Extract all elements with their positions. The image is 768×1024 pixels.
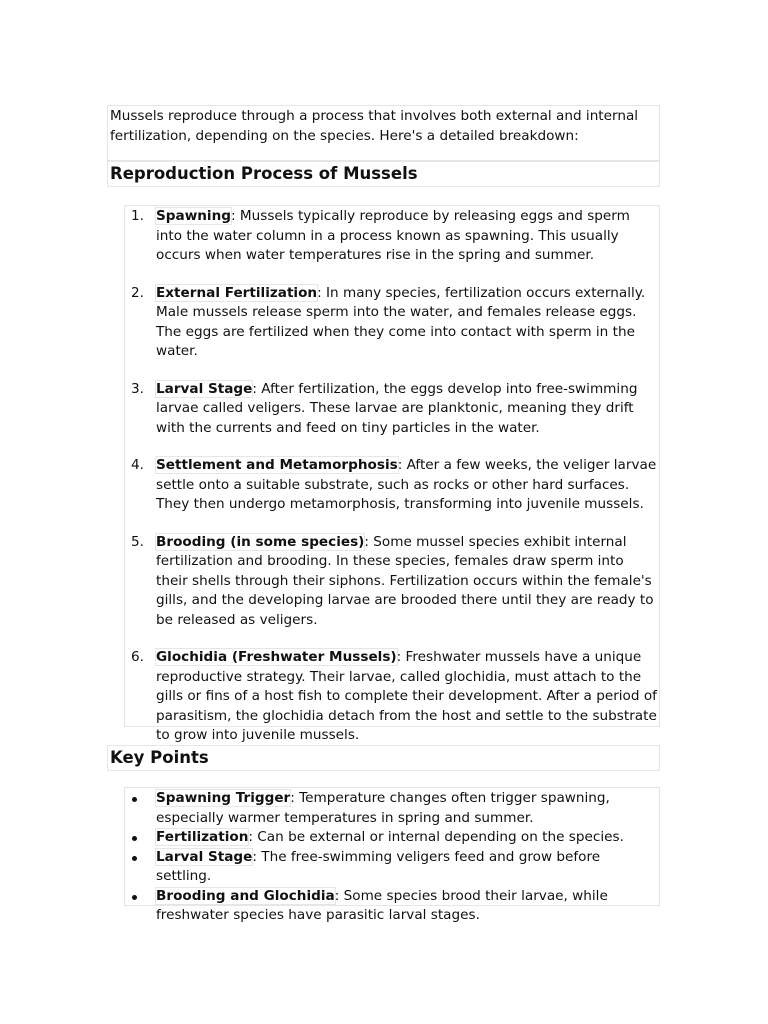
bullet-icon xyxy=(132,797,137,802)
bullet-icon xyxy=(132,856,137,861)
list-item xyxy=(125,828,659,848)
list-number: 2. xyxy=(131,284,144,301)
list-item xyxy=(125,887,659,926)
item-text: : After a few weeks, the veliger larvae settle onto a suitable substrate, such as rocks or other hard surfaces. They then undergo metamorphosis, transforming into juvenile mussels. xyxy=(156,457,657,512)
term-label: Settlement and Metamorphosis xyxy=(156,457,398,473)
item-text: : Some species brood their larvae, while freshwater species have parasitic larval stages. xyxy=(156,887,608,923)
item-text: : Some mussel species exhibit internal fertilization and brooding. In these species, females draw sperm into their shells through their siphons. Fertilization occurs within the female's gills, and the developing larvae are brooded there until they are ready to be released as veligers. xyxy=(156,533,654,628)
list-item xyxy=(125,207,659,266)
item-text: : Mussels typically reproduce by releasing eggs and sperm into the water column in a process known as spawning. This usually occurs when water temperatures rise in the spring and summer. xyxy=(156,208,630,263)
term-label: Spawning xyxy=(156,208,231,224)
list-number: 5. xyxy=(131,533,144,550)
item-text: : Can be external or internal depending on the species. xyxy=(248,829,624,845)
term-label: Spawning Trigger xyxy=(156,790,291,806)
term-label: External Fertilization xyxy=(156,284,318,301)
bullet-icon xyxy=(132,895,137,900)
key-points-list xyxy=(124,787,660,923)
term-label: Brooding and Glochidia xyxy=(156,887,335,904)
term-label: Larval Stage xyxy=(156,380,253,397)
section-heading-reproduction: Reproduction Process of Mussels xyxy=(107,161,660,187)
list-number: 4. xyxy=(131,457,144,473)
item-text: : In many species, fertilization occurs externally. Male mussels release sperm into the water, and females release eggs. The eggs are fertilized when they come into contact with sperm in the water. xyxy=(156,284,646,359)
item-text: : Temperature changes often trigger spawning, especially warmer temperatures in spring and summer. xyxy=(156,790,610,826)
term-label: Fertilization xyxy=(156,829,249,845)
term-label: Larval Stage xyxy=(156,848,253,865)
list-item xyxy=(125,456,659,515)
bullet-icon xyxy=(132,836,137,841)
list-number: 1. xyxy=(131,208,144,224)
item-text: : After fertilization, the eggs develop into free-swimming larvae called veligers. These larvae are planktonic, meaning they drift with the currents and feed on tiny particles in the water. xyxy=(156,380,638,436)
list-item xyxy=(125,284,659,362)
intro-paragraph: Mussels reproduce through a process that involves both external and internal fertilization, depending on the species. Here's a detailed breakdown: xyxy=(107,105,660,161)
list-number: 3. xyxy=(131,380,144,397)
list-number: 6. xyxy=(131,649,144,665)
section-heading-key-points: Key Points xyxy=(107,745,660,771)
reproduction-steps-list xyxy=(124,205,660,743)
list-item xyxy=(125,789,659,828)
list-item xyxy=(125,380,659,439)
list-item xyxy=(125,533,659,631)
item-text: : The free-swimming veligers feed and grow before settling. xyxy=(156,848,601,884)
term-label: Brooding (in some species) xyxy=(156,533,365,550)
list-item xyxy=(125,848,659,887)
term-label: Glochidia (Freshwater Mussels) xyxy=(156,649,397,665)
item-text: : Freshwater mussels have a unique reproductive strategy. Their larvae, called glochidia, must attach to the gills or fins of a host fish to complete their development. After a period of parasitism, the glochidia detach from the host and settle to the substrate to grow into juvenile mussels. xyxy=(156,649,657,743)
list-item xyxy=(125,648,659,746)
